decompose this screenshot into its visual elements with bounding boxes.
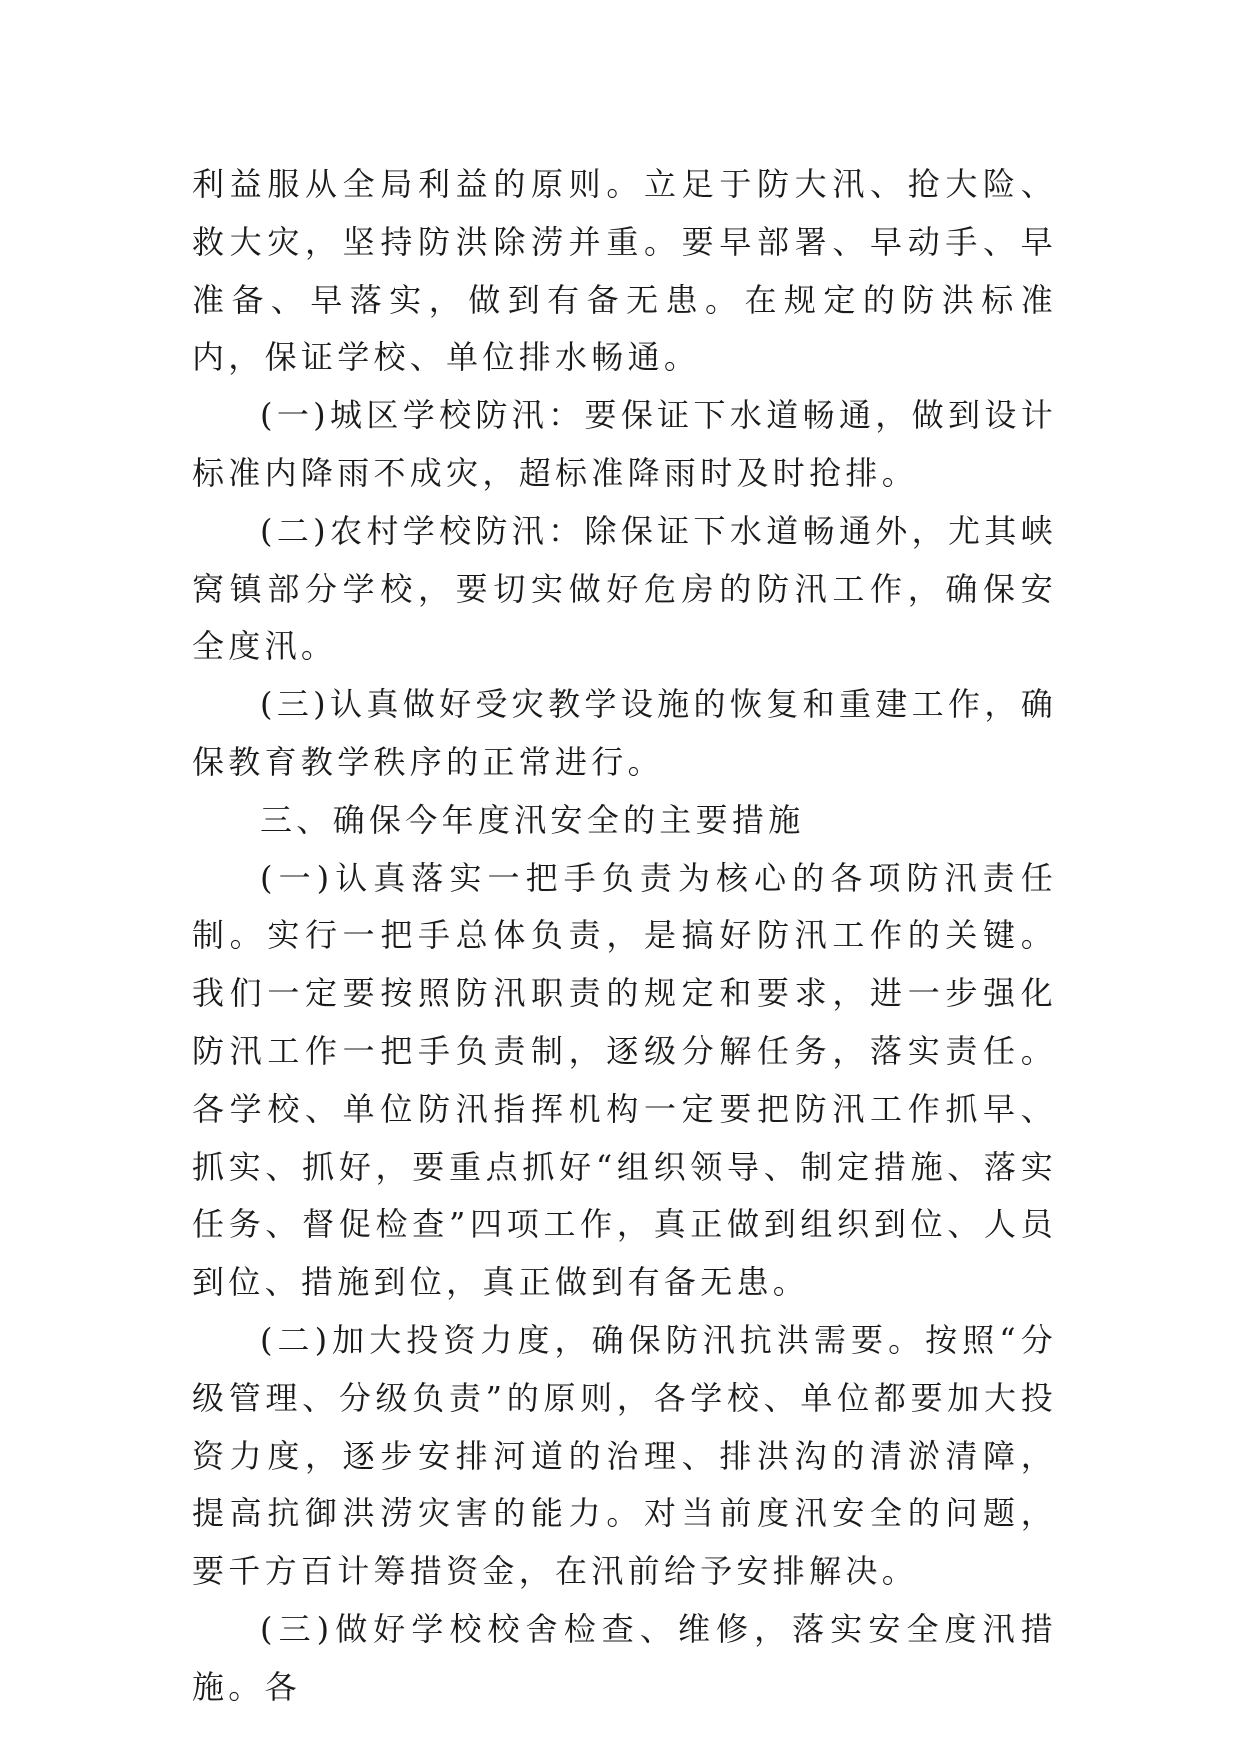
paragraph-inspection: (三)做好学校校舍检查、维修，落实安全度汛措施。各: [192, 1609, 1057, 1706]
section-heading-measures: 三、确保今年度汛安全的主要措施: [260, 800, 805, 839]
paragraph-rural-schools: (二)农村学校防汛：除保证下水道畅通外，尤其峡窝镇部分学校，要切实做好危房的防汛工作，确保安全度汛。: [192, 511, 1057, 666]
paragraph-responsibility-system: (一)认真落实一把手负责为核心的各项防汛责任制。实行一把手总体负责，是搞好防汛工作的关键。我们一定要按照防汛职责的规定和要求，进一步强化防汛工作一把手负责制，逐级分解任务，落实责任。各学校、单位防汛指挥机构一定要把防汛工作抓早、抓实、抓好，要重点抓好“组织领导、制定措施、落实任务、督促检查”四项工作，真正做到组织到位、人员到位、措施到位，真正做到有备无患。: [192, 858, 1057, 1302]
paragraph-continuation: 利益服从全局利益的原则。立足于防大汛、抢大险、救大灾，坚持防洪除涝并重。要早部署、早动手、早准备、早落实，做到有备无患。在规定的防洪标准内，保证学校、单位排水畅通。: [192, 165, 1057, 377]
paragraph-investment: (二)加大投资力度，确保防汛抗洪需要。按照“分级管理、分级负责”的原则，各学校、单位都要加大投资力度，逐步安排河道的治理、排洪沟的清淤清障，提高抗御洪涝灾害的能力。对当前度汛安全的问题，要千方百计筹措资金，在汛前给予安排解决。: [192, 1320, 1057, 1591]
paragraph-urban-schools: (一)城区学校防汛：要保证下水道畅通，做到设计标准内降雨不成灾，超标准降雨时及时抢排。: [192, 396, 1057, 492]
document-page: [192, 156, 1057, 1717]
paragraph-facility-rebuild: (三)认真做好受灾教学设施的恢复和重建工作，确保教育教学秩序的正常进行。: [192, 685, 1057, 781]
